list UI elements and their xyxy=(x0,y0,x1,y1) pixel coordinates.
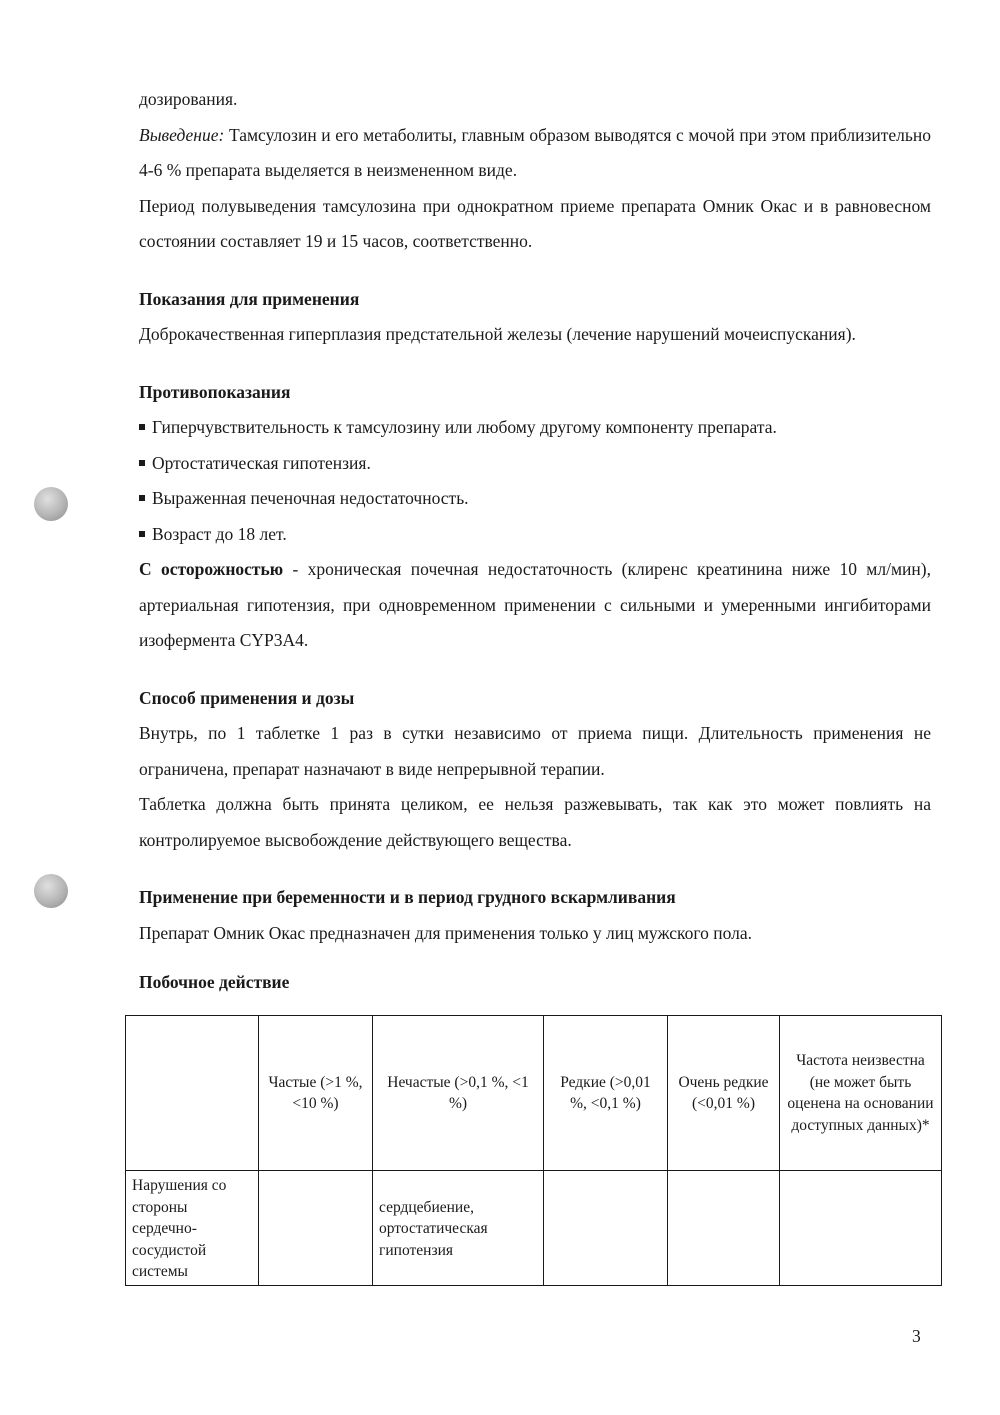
dosage-heading: Способ применения и дозы xyxy=(139,687,355,708)
caution-text: - хроническая почечная недостаточность (клиренс креатинина ниже 10 мл/мин), артериальная гипотензия, при одновременном применении с сильными и умеренными ингибиторами изофермента CYP3A4. xyxy=(139,559,931,650)
indications-heading: Показания для применения xyxy=(139,288,360,309)
paragraph: дозирования. xyxy=(139,89,238,109)
caution-paragraph xyxy=(139,552,931,659)
contraindication-item: Гиперчувствительность к тамсулозину или любому другому компоненту препарата. xyxy=(139,410,931,446)
paragraph-half-life: Период полувыведения тамсулозина при однократном приеме препарата Омник Окас и в равновесном состоянии составляет 19 и 15 часов, соответственно. xyxy=(139,195,931,251)
page-number: 3 xyxy=(912,1326,921,1346)
table-header-cell xyxy=(126,1016,259,1171)
dosage-paragraph: Внутрь, по 1 таблетке 1 раз в сутки независимо от приема пищи. Длительность применения не ограничена, препарат назначают в виде непрерывной терапии. xyxy=(139,723,931,779)
pregnancy-text: Препарат Омник Окас предназначен для применения только у лиц мужского пола. xyxy=(139,922,752,943)
side-effects-heading: Побочное действие xyxy=(139,972,290,992)
table-cell xyxy=(259,1171,373,1286)
excretion-label: Выведение: xyxy=(139,124,225,145)
contraindication-item: Возраст до 18 лет. xyxy=(139,517,931,553)
table-cell-category: Нарушения со стороны сердечно-сосудистой системы xyxy=(126,1171,259,1286)
paragraph-excretion xyxy=(139,118,931,189)
indications-text: Доброкачественная гиперплазия предстательной железы (лечение нарушений мочеиспускания). xyxy=(139,324,856,344)
table-header-cell: Частые (>1 %, <10 %) xyxy=(259,1016,373,1171)
contraindications-heading: Противопоказания xyxy=(139,381,291,402)
excretion-text: Тамсулозин и его метаболиты, главным образом выводятся с мочой при этом приблизительно 4-6 % препарата выделяется в неизмененном виде. xyxy=(139,124,931,180)
punch-hole-mark xyxy=(34,874,68,908)
punch-hole-mark xyxy=(34,487,68,521)
table-header-cell: Нечастые (>0,1 %, <1 %) xyxy=(373,1016,544,1171)
table-header-cell: Частота неизвестна (не может быть оценена на основании доступных данных)* xyxy=(780,1016,942,1171)
pregnancy-heading: Применение при беременности и в период грудного вскармливания xyxy=(139,887,676,907)
table-header-cell: Очень редкие (<0,01 %) xyxy=(668,1016,780,1171)
document-body xyxy=(139,82,931,1001)
table-header-row xyxy=(126,1016,942,1171)
dosage-paragraph: Таблетка должна быть принята целиком, ее нельзя разжевывать, так как это может повлиять на контролируемое высвобождение действующего вещества. xyxy=(139,794,931,850)
table-row xyxy=(126,1171,942,1286)
table-cell xyxy=(668,1171,780,1286)
contraindication-item: Выраженная печеночная недостаточность. xyxy=(139,481,931,517)
contraindication-item: Ортостатическая гипотензия. xyxy=(139,446,931,482)
table-cell: сердцебиение, ортостатическая гипотензия xyxy=(373,1171,544,1286)
table-cell xyxy=(780,1171,942,1286)
table-cell xyxy=(544,1171,668,1286)
caution-label: С осторожностью xyxy=(139,559,284,579)
side-effects-table xyxy=(125,1015,942,1286)
table-header-cell: Редкие (>0,01 %, <0,1 %) xyxy=(544,1016,668,1171)
